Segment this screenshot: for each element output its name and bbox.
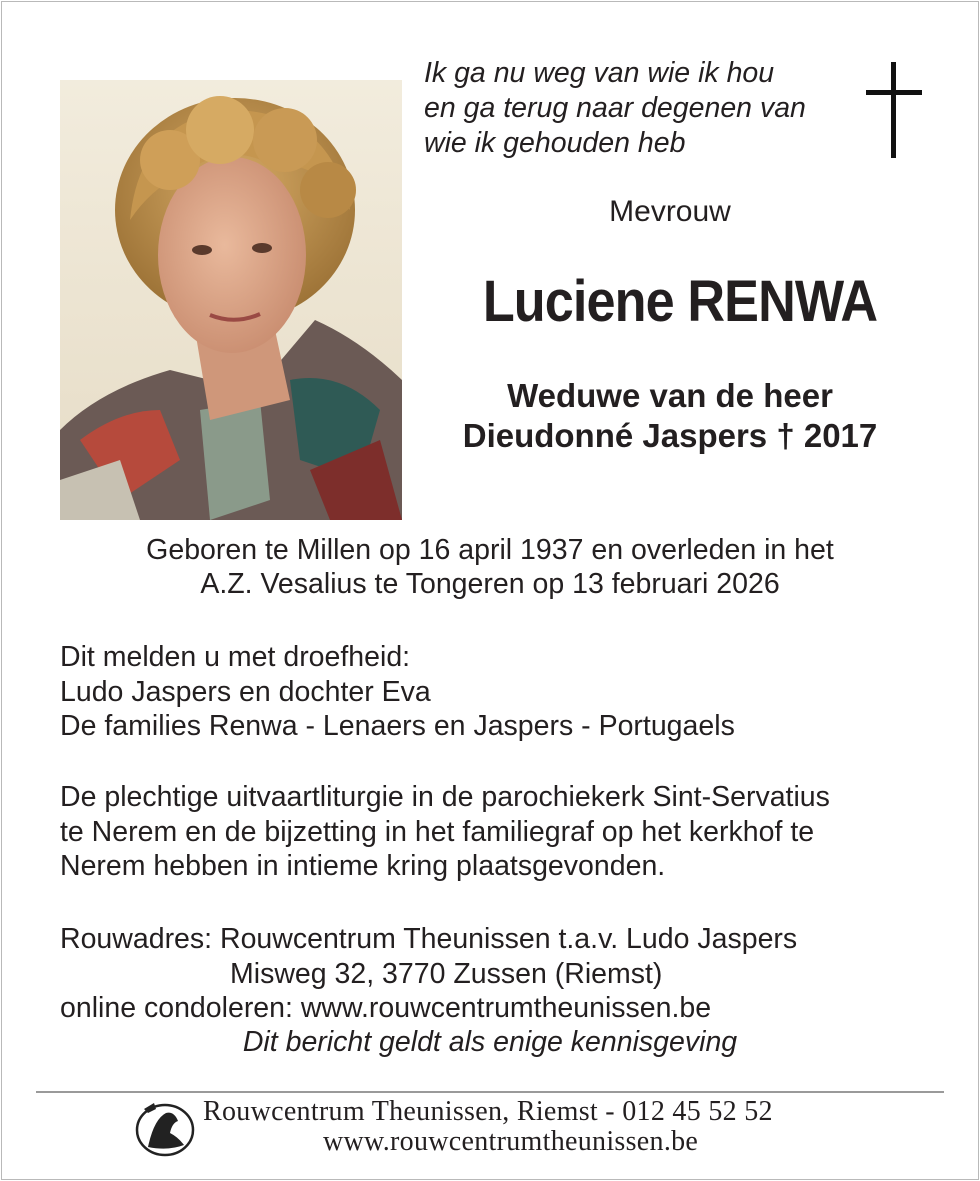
mourners-line: Ludo Jaspers en dochter Eva	[60, 675, 431, 708]
mourners-list	[60, 640, 735, 744]
funeral-line: te Nerem en de bijzetting in het familiegraf op het kerkhof te	[60, 815, 815, 848]
funeral-line: Nerem hebben in intieme kring plaatsgevonden.	[60, 850, 666, 882]
footer-business-line: Rouwcentrum Theunissen, Riemst - 012 45 52 52	[203, 1096, 773, 1127]
footer-website-link[interactable]: www.rouwcentrumtheunissen.be	[323, 1126, 699, 1157]
address-street: Misweg 32, 3770 Zussen (Riemst)	[230, 957, 663, 990]
mourners-line: De families Renwa - Lenaers en Jaspers - Portugaels	[60, 710, 735, 742]
address-line: Rouwadres: Rouwcentrum Theunissen t.a.v. Ludo Jaspers	[60, 923, 798, 955]
widow-statement	[430, 376, 910, 456]
poem-line: wie ik gehouden heb	[424, 127, 686, 159]
honorific: Mevrouw	[609, 195, 731, 228]
address-info	[60, 922, 797, 1026]
portrait-photo	[60, 80, 402, 520]
mourners-line: Dit melden u met droefheid:	[60, 641, 411, 673]
death-line: A.Z. Vesalius te Tongeren op 13 februari 2026	[200, 568, 780, 600]
poem-line: Ik ga nu weg van wie ik hou	[424, 57, 775, 89]
funeral-home-logo-icon	[134, 1099, 196, 1157]
condolence-link[interactable]: online condoleren: www.rouwcentrumtheunissen.be	[60, 992, 712, 1024]
birth-line: Geboren te Millen op 16 april 1937 en overleden in het	[146, 534, 834, 566]
funeral-info	[60, 780, 830, 884]
poem	[424, 56, 806, 161]
widow-line: Weduwe van de heer	[507, 377, 833, 414]
birth-death-info	[0, 533, 980, 601]
divider	[36, 1091, 944, 1093]
funeral-line: De plechtige uitvaartliturgie in de parochiekerk Sint-Servatius	[60, 781, 830, 813]
poem-line: en ga terug naar degenen van	[424, 92, 806, 124]
deceased-name: Luciene RENWA	[482, 269, 878, 334]
widow-line: Dieudonné Jaspers † 2017	[462, 417, 878, 454]
notice-text: Dit bericht geldt als enige kennisgeving	[242, 1026, 738, 1058]
cross-icon	[866, 62, 922, 158]
